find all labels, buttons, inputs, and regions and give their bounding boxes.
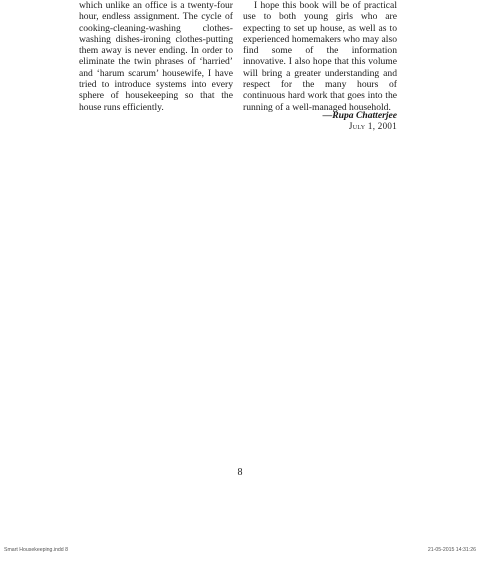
author-signature: [243, 110, 397, 133]
left-paragraph: which unlike an office is a twenty-four hour, endless assignment. The cycle of cooking-cleaning-washing clothes-washing dishes-ironing clothes-putting them away is never ending. In order to eliminate the twin phrases of ‘harried’ and ‘harum scarum’ housewife, I have tried to introduce systems into every sphere of housekeeping so that the house runs efficiently.: [79, 0, 233, 113]
print-slug-timestamp: 21-05-2015 14:31:26: [427, 547, 476, 553]
right-paragraph: I hope this book will be of practical use to both young girls who are expecting to set up house, as well as to experienced homemakers who may also find some of the information innovative. I also hope that this volume will bring a greater understanding and respect for the many hours of continuous hard work that goes into the running of a well-managed household.: [243, 0, 397, 113]
author-name: —Rupa Chatterjee: [322, 110, 397, 121]
signature-date: July 1, 2001: [348, 121, 397, 132]
right-text-column: [243, 0, 397, 113]
print-slug-filename: Smart Housekeeping.indd 8: [4, 547, 69, 553]
left-text-column: [79, 0, 233, 113]
page-number: 8: [237, 467, 243, 478]
